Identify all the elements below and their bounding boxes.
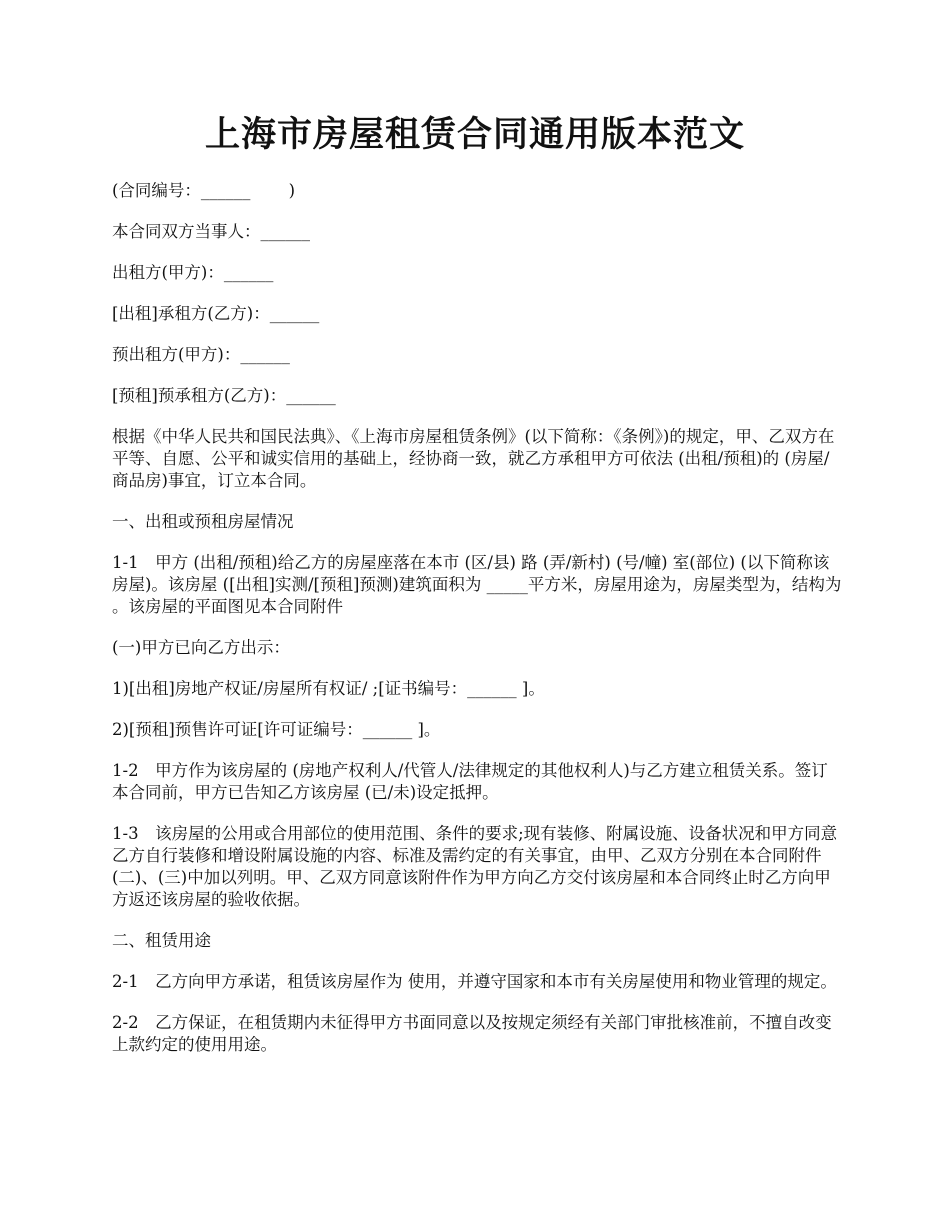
contract-number: (合同编号：______ ) — [112, 181, 296, 200]
parties-line: 本合同双方当事人：______ — [112, 222, 310, 241]
clause-1-1: 1-1 甲方 (出租/预租)给乙方的房屋座落在本市 (区/县) 路 (弄/新村) (号/幢) 室(部位) (以下简称该房屋)。该房屋 ([出租]实测/[预租]预测)建筑面积为 _____平方米，房屋用途为，房屋类型为，结构为 。该房屋的平面图见本合同附件 — [112, 553, 842, 616]
section-heading-2: 二、租赁用途 — [112, 931, 211, 950]
item-property-certificate: 1)[出租]房地产权证/房屋所有权证/ ;[证书编号：______ ]。 — [112, 679, 545, 698]
lessor-line: 出租方(甲方)：______ — [112, 263, 274, 282]
document-title: 上海市房屋租赁合同通用版本范文 — [204, 114, 745, 155]
subheading-shown-documents: (一)甲方已向乙方出示： — [112, 638, 290, 657]
preamble-paragraph: 根据《中华人民共和国民法典》、《上海市房屋租赁条例》(以下简称：《条例》)的规定，甲、乙双方在平等、自愿、公平和诚实信用的基础上，经协商一致，就乙方承租甲方可依法 (出租/预租)的 (房屋/商品房)事宜，订立本合同。 — [112, 427, 835, 490]
item-presale-permit: 2)[预租]预售许可证[许可证编号：______ ]。 — [112, 720, 441, 739]
pre-lessee-line: [预租]预承租方(乙方)：______ — [112, 386, 336, 405]
lessee-line: [出租]承租方(乙方)：______ — [112, 304, 320, 323]
clause-2-2: 2-2 乙方保证，在租赁期内未征得甲方书面同意以及按规定须经有关部门审批核准前，不擅自改变上款约定的使用用途。 — [112, 1013, 832, 1054]
section-heading-1: 一、出租或预租房屋情况 — [112, 512, 294, 531]
pre-lessor-line: 预出租方(甲方)：______ — [112, 345, 290, 364]
clause-1-2: 1-2 甲方作为该房屋的 (房地产权利人/代管人/法律规定的其他权利人)与乙方建立租赁关系。签订本合同前，甲方已告知乙方该房屋 (已/未)设定抵押。 — [112, 761, 828, 802]
clause-1-3: 1-3 该房屋的公用或合用部位的使用范围、条件的要求;现有装修、附属设施、设备状况和甲方同意乙方自行装修和增设附属设施的内容、标准及需约定的有关事宜，由甲、乙双方分别在本合同附件(二)、(三)中加以列明。甲、乙双方同意该附件作为甲方向乙方交付该房屋和本合同终止时乙方向甲方返还该房屋的验收依据。 — [112, 824, 838, 909]
document-body — [112, 180, 842, 1075]
clause-2-1: 2-1 乙方向甲方承诺，租赁该房屋作为 使用，并遵守国家和本市有关房屋使用和物业管理的规定。 — [112, 972, 837, 991]
